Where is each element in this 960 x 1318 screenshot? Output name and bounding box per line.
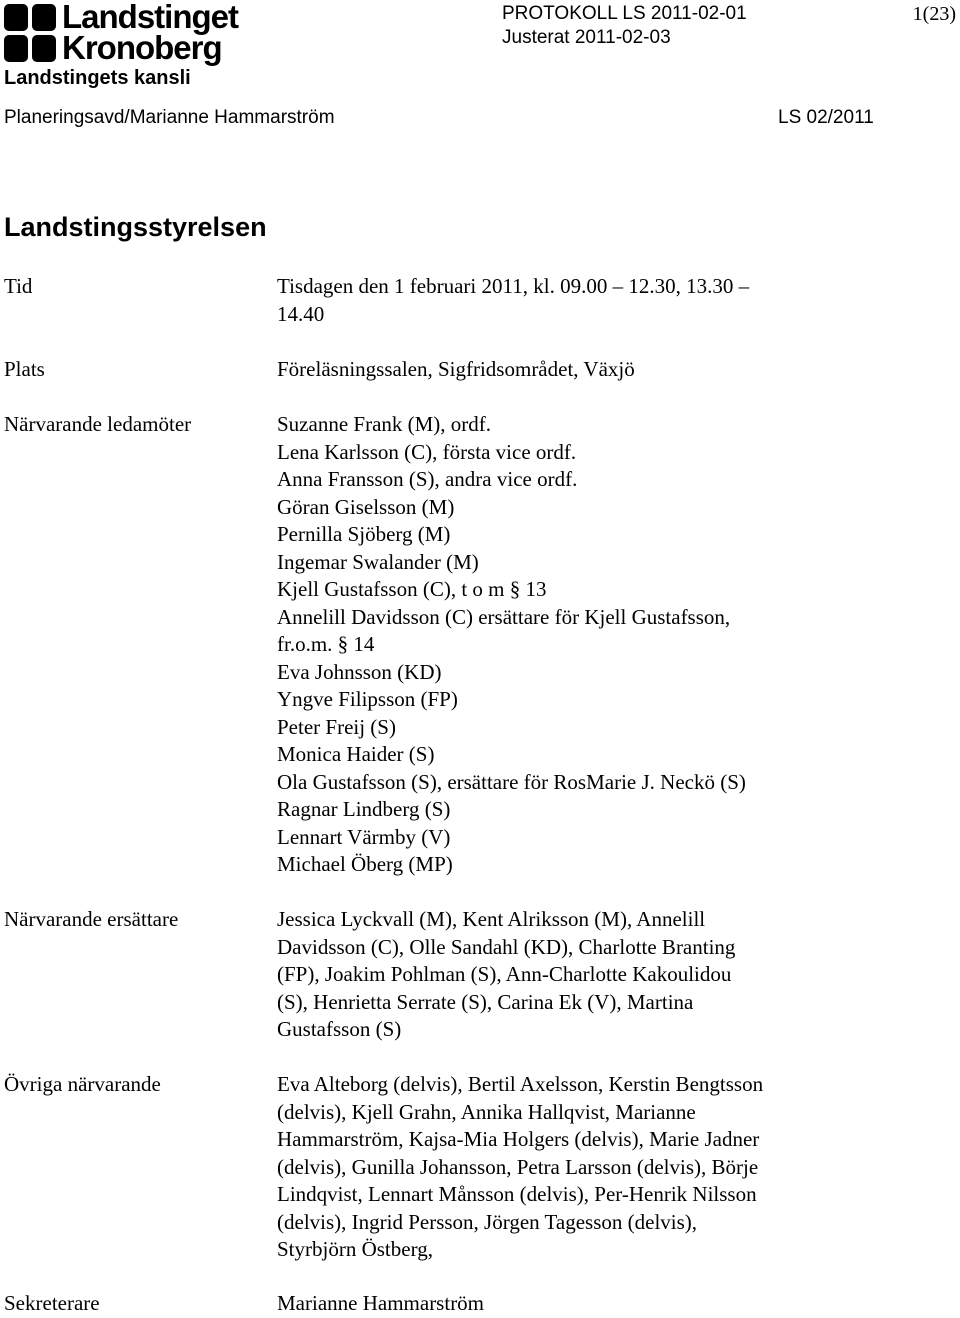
ersattare-list xyxy=(277,906,837,1044)
protokoll-label: PROTOKOLL LS 2011-02-01 xyxy=(502,3,747,24)
ersattare-line: Davidsson (C), Olle Sandahl (KD), Charlotte Branting xyxy=(277,934,736,959)
plats-value: Föreläsningssalen, Sigfridsområdet, Växjö xyxy=(277,357,635,381)
ovriga-list xyxy=(277,1071,837,1264)
ersattare-line: (S), Henrietta Serrate (S), Carina Ek (V), Martina xyxy=(277,989,694,1014)
page-title: Landstingsstyrelsen xyxy=(4,212,267,242)
ledamot-item: Anna Fransson (S), andra vice ordf. xyxy=(277,467,578,491)
ersattare-line: (FP), Joakim Pohlman (S), Ann-Charlotte Kakoulidou xyxy=(277,962,732,986)
tid-value xyxy=(277,273,837,328)
ersattare-line: Jessica Lyckvall (M), Kent Alriksson (M), Annelill xyxy=(277,907,706,931)
ovriga-line: Styrbjörn Östberg, xyxy=(277,1237,433,1261)
ledamot-item: Kjell Gustafsson (C), t o m § 13 xyxy=(277,577,547,601)
ovriga-line: Lindqvist, Lennart Månsson (delvis), Per-Henrik Nilsson xyxy=(277,1182,757,1206)
ledamot-item: Pernilla Sjöberg (M) xyxy=(277,522,451,546)
page-number: 1(23) xyxy=(912,3,956,25)
ledamot-item: Monica Haider (S) xyxy=(277,742,435,766)
justerat-label: Justerat 2011-02-03 xyxy=(502,27,671,48)
logo-mark-icon xyxy=(4,4,58,64)
ledamoter-label: Närvarande ledamöter xyxy=(4,412,192,436)
tid-label: Tid xyxy=(4,274,33,298)
plats-label: Plats xyxy=(4,357,45,381)
ovriga-line: Hammarström, Kajsa-Mia Holgers (delvis), Marie Jadner xyxy=(277,1127,760,1151)
case-number: LS 02/2011 xyxy=(778,107,874,128)
ledamot-item: Ingemar Swalander (M) xyxy=(277,549,479,574)
ovriga-line: (delvis), Kjell Grahn, Annika Hallqvist, Marianne xyxy=(277,1099,696,1124)
tid-line: 14.40 xyxy=(277,301,325,326)
tid-line: Tisdagen den 1 februari 2011, kl. 09.00 – 12.30, 13.30 – xyxy=(277,274,750,298)
logo-text-line1: Landstinget xyxy=(62,0,238,35)
ledamot-item: Peter Freij (S) xyxy=(277,714,396,739)
ledamot-item: fr.o.m. § 14 xyxy=(277,632,375,656)
ersattare-label: Närvarande ersättare xyxy=(4,907,179,931)
ovriga-line: Eva Alteborg (delvis), Bertil Axelsson, Kerstin Bengtsson xyxy=(277,1072,764,1096)
ersattare-line: Gustafsson (S) xyxy=(277,1017,402,1041)
ovriga-line: (delvis), Ingrid Persson, Jörgen Tagesson (delvis), xyxy=(277,1209,698,1234)
ledamot-item: Lennart Värmby (V) xyxy=(277,824,451,849)
department-name: Landstingets kansli xyxy=(4,67,191,89)
ledamot-item: Michael Öberg (MP) xyxy=(277,852,453,876)
ledamot-item: Yngve Filipsson (FP) xyxy=(277,687,458,711)
sekreterare-label: Sekreterare xyxy=(4,1291,100,1315)
ledamot-item: Lena Karlsson (C), första vice ordf. xyxy=(277,439,577,464)
document-header-meta xyxy=(502,2,747,50)
author-line: Planeringsavd/Marianne Hammarström xyxy=(4,107,335,128)
ledamot-item: Göran Giselsson (M) xyxy=(277,494,455,519)
ledamot-item: Eva Johnsson (KD) xyxy=(277,659,442,684)
ovriga-line: (delvis), Gunilla Johansson, Petra Larsson (delvis), Börje xyxy=(277,1154,759,1179)
ledamot-item: Ola Gustafsson (S), ersättare för RosMarie J. Neckö (S) xyxy=(277,769,746,794)
sekreterare-value: Marianne Hammarström xyxy=(277,1291,485,1315)
ledamot-item: Annelill Davidsson (C) ersättare för Kjell Gustafsson, xyxy=(277,604,731,629)
ledamot-item: Suzanne Frank (M), ordf. xyxy=(277,412,492,436)
logo-text-line2: Kronoberg xyxy=(62,29,222,66)
ledamoter-list xyxy=(277,411,837,879)
landstinget-kronoberg-logo xyxy=(4,2,254,66)
ledamot-item: Ragnar Lindberg (S) xyxy=(277,797,451,821)
ovriga-label: Övriga närvarande xyxy=(4,1072,161,1096)
